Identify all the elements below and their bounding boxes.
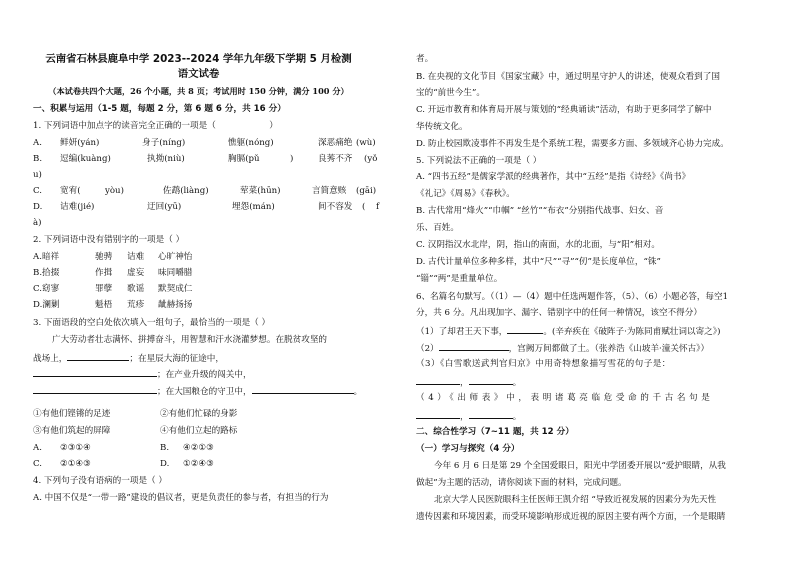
q6-item-2-a: （2）	[416, 344, 439, 354]
q1-d-label: D.	[33, 202, 43, 212]
q2-d-w1: D.澜剿	[33, 300, 60, 310]
q2-c-w2: 罪孽	[95, 284, 113, 294]
q3-passage-3: ；在产业升级的闯关中，	[157, 370, 252, 380]
q6-item-3-blanks	[416, 374, 521, 390]
section-2-sub-1: （一）学习与探究（4 分）	[416, 444, 520, 454]
q3-c-seq: ②①④③	[60, 459, 91, 469]
q2-b-w2: 作揖	[95, 268, 113, 278]
q4-option-b-line2: 宝的“前世今生”。	[416, 88, 485, 98]
q3-passage-4: ；在大国粮仓的守卫中，	[157, 387, 252, 397]
q3-choice-4: ④有他们立起的路标	[160, 426, 238, 436]
q1-a-w4: 深恶痛绝	[318, 138, 353, 148]
passage-line-3: 北京大学人民医院眼科主任医师王凯介绍 “导致近视发展的因素分为先天性	[434, 495, 717, 505]
q3-blank-1[interactable]	[67, 350, 129, 361]
q1-b-tail: u)	[33, 170, 42, 180]
q1-d-w3: 埋怨(mán)	[232, 202, 275, 212]
q1-stem-text: 1. 下列词语中加点字的读音完全正确的一项是（	[33, 121, 216, 131]
q3-passage-line4: ；在大国粮仓的守卫中， 。	[33, 383, 362, 399]
q1-b-w6: (yǒ	[364, 154, 378, 164]
q2-b-w1: B.拾掇	[33, 268, 60, 278]
q2-d-w2: 魁梧	[95, 300, 113, 310]
q6-item-3: （3）《白雪歌送武判官归京》中用奇特想象描写雪花的句子是：	[416, 359, 671, 369]
q1-a-w2: 身子(níng)	[142, 138, 186, 148]
q1-c-w2: yòu)	[105, 186, 124, 196]
right-column	[397, 0, 794, 561]
q1-a-label: A.	[33, 138, 42, 148]
exam-instructions: （本试卷共四个大题，26 个小题，共 8 页；考试用时 150 分钟，满分 100 分）	[48, 86, 349, 96]
q1-d-w4: 间不容发	[318, 202, 353, 212]
q4-option-b-line1: B. 在央视的文化节目《国家宝藏》中，通过明星守护人的讲述，使观众看到了国	[416, 72, 720, 82]
q2-d-w3: 荒疹	[127, 300, 145, 310]
section-1-heading: 一、积累与运用（1-5 题，每题 2 分，第 6 题 6 分，共 16 分）	[33, 104, 286, 114]
q4-stem: 4. 下列句子没有语病的一项是（ ）	[33, 476, 167, 486]
q3-blank-3[interactable]	[33, 383, 157, 394]
q1-d-w5: (	[362, 202, 366, 212]
q6-item-2	[416, 340, 709, 356]
q3-passage-2b: ；在星辰大海的征途中，	[129, 354, 224, 364]
q6-item-1	[416, 323, 720, 339]
q2-a-w1: A.暗祥	[33, 252, 60, 262]
q2-b-w3: 虚妄	[127, 268, 145, 278]
q6-blank-3[interactable]	[416, 374, 460, 385]
q1-c-w1: 宽宥(	[60, 186, 81, 196]
q6-item-4-end: 。	[512, 412, 522, 422]
q1-d-tail: à)	[33, 218, 42, 228]
section-2-heading: 二、综合性学习（7~11 题，共 12 分）	[416, 427, 574, 437]
q5-option-b-line1: B. 古代常用“烽火”“巾帼” “丝竹”“布衣”分别指代战事、妇女、音	[416, 206, 664, 216]
q5-option-c: C. 汉阴指汉水北岸，阴，指山的南面，水的北面，与“阳”相对。	[416, 240, 660, 250]
q1-b-w4: )	[290, 154, 294, 164]
q1-d-w6: f	[376, 202, 380, 212]
q1-c-w3: 佐鹉(liàng)	[163, 186, 209, 196]
q3-stem: 3. 下面语段的空白处依次填入一组句子，最恰当的一项是（ ）	[33, 318, 271, 328]
q5-stem: 5. 下列说法不正确的一项是（ ）	[416, 156, 542, 166]
q3-d-seq: ①②④③	[183, 459, 214, 469]
q4-option-a-line2: 者。	[416, 54, 434, 64]
q3-c-label: C.	[33, 459, 43, 469]
q1-d-w1: 诘难(jié)	[60, 202, 95, 212]
q6-item-4-blanks: ， 。	[416, 408, 521, 424]
q1-c-w5: 言简意赅	[312, 186, 347, 196]
q5-option-d-line2: “锱”“两”是重量单位。	[416, 274, 503, 284]
q3-a-label: A.	[33, 443, 42, 453]
q3-blank-4[interactable]	[252, 383, 354, 394]
q3-a-seq: ②③①④	[60, 443, 91, 453]
q2-a-w2: 驰骋	[95, 252, 113, 262]
q3-b-label: B.	[160, 443, 170, 453]
q5-option-b-line2: 乐、百姓。	[416, 223, 459, 233]
q1-d-w2: 迂回(yū)	[147, 202, 182, 212]
q6-blank-5[interactable]	[416, 408, 460, 419]
q3-choice-1: ①有他们铿锵的足迹	[33, 409, 111, 419]
q6-blank-6[interactable]	[469, 408, 513, 419]
q1-c-label: C.	[33, 186, 43, 196]
q2-c-w1: C.窈寥	[33, 284, 60, 294]
q3-b-seq: ④②①③	[183, 443, 214, 453]
q3-d-label: D.	[160, 459, 170, 469]
q1-b-w3: 胸膈(pǔ	[228, 154, 260, 164]
q6-item-3-sep: ，	[460, 378, 469, 388]
q4-option-c-line1: C. 开远市教育和体育局开展与策划的“经典诵读”活动，有助于更多同学了解中	[416, 105, 712, 115]
q1-a-w3: 憔躯(nóng)	[228, 138, 274, 148]
q1-c-w6: (gāi)	[356, 186, 377, 196]
q5-option-a-line2: 《礼记》《周易》《春秋》。	[416, 189, 515, 199]
q6-blank-4[interactable]	[469, 374, 513, 385]
q2-stem: 2. 下列词语中没有错别字的一项是（ ）	[33, 235, 185, 245]
q5-option-d-line1: D. 古代计量单位多种多样，其中“尺”“寻”“仞”是长度单位，“铢”	[416, 257, 661, 267]
q6-item-4: （4）《出师表》中，表明诸葛亮临危受命的千古名句是	[416, 393, 714, 403]
q3-choice-3: ③有他们筑起的屏障	[33, 426, 111, 436]
q3-passage-2a: 战场上，	[33, 354, 68, 364]
q2-a-w4: 心旷神怡	[158, 252, 193, 262]
q1-c-w4: 荤菜(hūn)	[240, 186, 281, 196]
exam-subtitle: 语文试卷	[177, 68, 220, 80]
q1-stem-end: ）	[269, 121, 278, 131]
q3-choice-2: ②有他们忙碌的身影	[160, 409, 238, 419]
q6-item-2-b: ，宫阙万间都做了土。（张养浩《山坡羊·潼关怀古》）	[508, 344, 710, 354]
q6-item-3-end: 。	[512, 378, 522, 388]
q6-stem-line1: 6、名篇名句默写。（（1）—（4）题中任选两题作答，（5）、（6）小题必答，每空1	[416, 292, 729, 302]
q4-option-c-line2: 华传统文化。	[416, 122, 468, 132]
passage-line-1: 今年 6 月 6 日是第 29 个全国爱眼日，阳光中学团委开展以“爱护眼睛，从我	[434, 461, 726, 471]
q6-blank-2[interactable]	[439, 340, 509, 351]
passage-line-4: 遗传因素和环境因素，而受环境影响形成近视的原因主要有两个方面，一个是眼睛	[416, 512, 726, 522]
q1-b-w2: 执拗(niù)	[147, 154, 185, 164]
q4-option-d: D. 防止校园欺凌事件不再发生是个系统工程，需要多方面、多领域齐心协力完成。	[416, 139, 729, 149]
q4-option-a-line1: A. 中国不仅是“一带一路”建设的倡议者，更是负责任的参与者，有担当的行为	[33, 493, 329, 503]
q2-c-w3: 歌谣	[127, 284, 145, 294]
q3-blank-2[interactable]	[33, 366, 157, 377]
q1-b-w1: 逗编(kuàng)	[60, 154, 111, 164]
q2-c-w4: 默契成仁	[158, 284, 193, 294]
q1-b-label: B.	[33, 154, 43, 164]
q2-a-w3: 诘难	[127, 252, 145, 262]
q6-stem-line2: 分，共 6 分。凡出现加字、漏字、错别字中的任何一种情况，该空不得分）	[416, 308, 702, 318]
q6-item-1-a: （1）了却君王天下事，	[416, 327, 508, 337]
q1-a-w1: 鲜妍(yán)	[60, 138, 100, 148]
exam-title: 云南省石林县鹿阜中学 2023--2024 学年九年级下学期 5 月检测	[45, 53, 352, 65]
q1-stem	[33, 119, 278, 133]
q2-d-w4: 龇赫扬扬	[158, 300, 193, 310]
q1-a-w5: (wù)	[356, 138, 376, 148]
passage-line-2: 做起”为主题的活动，请你阅读下面的材料，完成问题。	[416, 478, 627, 488]
q6-item-1-b: 。(辛弃疾在《破阵子·为陈同甫赋壮词以寄之》)	[543, 327, 721, 337]
q3-passage-line1: 广大劳动者壮志满怀、拼搏奋斗，用智慧和汗水浇灌梦想。在脱贫攻坚的	[52, 335, 328, 345]
q3-passage-line3	[33, 366, 252, 382]
q6-blank-1[interactable]	[507, 323, 543, 334]
q1-b-w5: 良莠不齐	[318, 154, 353, 164]
q2-b-w4: 味同嚼腊	[158, 268, 193, 278]
q5-option-a-line1: A. “四书五经”是儒家学派的经典著作，其中“五经”是指《诗经》《尚书》	[416, 172, 691, 182]
q3-passage-line2	[33, 350, 224, 366]
